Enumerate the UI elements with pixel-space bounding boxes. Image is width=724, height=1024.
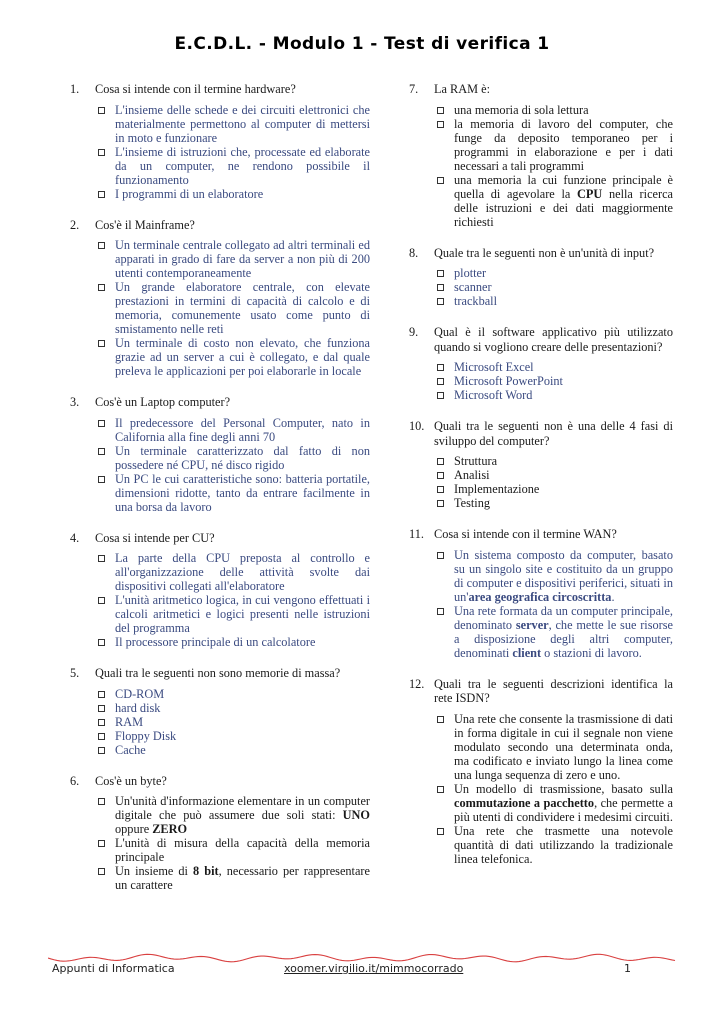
option-text: una memoria di sola lettura bbox=[454, 102, 589, 117]
answer-option bbox=[437, 103, 673, 117]
answer-option bbox=[437, 294, 673, 308]
answer-option bbox=[98, 551, 370, 593]
checkbox-icon[interactable] bbox=[98, 597, 105, 604]
question-block bbox=[70, 395, 370, 514]
checkbox-icon[interactable] bbox=[98, 340, 105, 347]
option-text: o stazioni di lavoro. bbox=[541, 645, 642, 660]
answer-option bbox=[98, 238, 370, 280]
option-text: L'insieme delle schede e dei circuiti elettronici che materialmente permettono al computer di mettersi in moto e funzionare bbox=[115, 102, 370, 145]
question-number: 8. bbox=[409, 245, 419, 260]
question-block bbox=[409, 527, 673, 660]
answer-option bbox=[98, 103, 370, 145]
question-number: 11. bbox=[409, 527, 424, 541]
option-text: Il processore principale di un calcolatore bbox=[115, 635, 316, 649]
option-text: L'unità aritmetico logica, in cui vengono effettuati i calcoli aritmetici e logici presenti nelle istruzioni del programma bbox=[115, 593, 370, 635]
question-number: 1. bbox=[70, 82, 80, 96]
checkbox-icon[interactable] bbox=[437, 716, 444, 723]
answer-options bbox=[409, 454, 673, 510]
option-text: Un terminale caratterizzato dal fatto di non possedere né CPU, né disco rigido bbox=[115, 443, 370, 472]
answer-option bbox=[98, 743, 370, 757]
checkbox-icon[interactable] bbox=[437, 107, 444, 114]
answer-option bbox=[437, 266, 673, 280]
option-text: Un modello di trasmissione, basato sulla bbox=[454, 781, 673, 796]
question-block bbox=[70, 218, 370, 379]
option-text: , necessario per rappresentare un carattere bbox=[115, 864, 370, 892]
question-block bbox=[409, 246, 673, 309]
checkbox-icon[interactable] bbox=[98, 798, 105, 805]
answer-option bbox=[98, 687, 370, 701]
question-text: Cos'è un Laptop computer? bbox=[95, 395, 231, 409]
answer-option bbox=[98, 635, 370, 649]
question-text: Quali tra le seguenti descrizioni identifica la rete ISDN? bbox=[434, 676, 673, 705]
bold-text: client bbox=[512, 645, 542, 660]
checkbox-icon[interactable] bbox=[437, 121, 444, 128]
checkbox-icon[interactable] bbox=[437, 392, 444, 399]
checkbox-icon[interactable] bbox=[437, 552, 444, 559]
answer-options bbox=[409, 266, 673, 308]
answer-option bbox=[437, 468, 673, 482]
bold-text: area geografica circoscritta bbox=[468, 589, 612, 604]
checkbox-icon[interactable] bbox=[98, 733, 105, 740]
question-text: La RAM è: bbox=[434, 82, 491, 96]
option-text: trackball bbox=[454, 294, 498, 308]
question-number: 2. bbox=[70, 217, 80, 232]
question-text: Cos'è il Mainframe? bbox=[95, 217, 195, 232]
option-text: Una rete che consente la trasmissione di dati in forma digitale in cui il segnale non viene modulato secondo una determinata onda, ma codificato e inviato lungo la linea come una lunga sequenza di zero e uno. bbox=[454, 711, 673, 782]
option-text: Struttura bbox=[454, 454, 498, 468]
option-text: Un'unità d'informazione elementare in un computer digitale che può assumere due soli stati: bbox=[115, 794, 370, 822]
option-text: Cache bbox=[115, 742, 146, 757]
option-text: una memoria la cui funzione principale è quella di agevolare la bbox=[454, 172, 673, 201]
question-block bbox=[70, 82, 370, 201]
option-text: Una rete formata da un computer principale, denominato bbox=[454, 603, 673, 632]
question-block bbox=[70, 774, 370, 893]
question-text: Quali tra le seguenti non sono memorie di massa? bbox=[95, 666, 341, 680]
answer-option bbox=[98, 836, 370, 864]
answer-option bbox=[437, 374, 673, 388]
option-text: Microsoft PowerPoint bbox=[454, 374, 563, 388]
checkbox-icon[interactable] bbox=[98, 191, 105, 198]
checkbox-icon[interactable] bbox=[437, 472, 444, 479]
bold-text: ZERO bbox=[152, 822, 188, 836]
option-text: plotter bbox=[454, 266, 487, 280]
bold-text: CPU bbox=[577, 186, 603, 201]
option-text: Un grande elaboratore centrale, con elevate prestazioni in termini di capacità di calcolo e di memoria, comunemente usato come punto di smistamento nelle reti bbox=[115, 280, 370, 336]
answer-options bbox=[409, 712, 673, 866]
question-text: Cosa si intende per CU? bbox=[95, 530, 215, 545]
answer-options bbox=[70, 238, 370, 378]
question-header bbox=[409, 419, 673, 448]
question-number: 5. bbox=[70, 666, 80, 680]
checkbox-icon[interactable] bbox=[98, 719, 105, 726]
checkbox-icon[interactable] bbox=[98, 284, 105, 291]
answer-option bbox=[98, 729, 370, 743]
checkbox-icon[interactable] bbox=[98, 448, 105, 455]
checkbox-icon[interactable] bbox=[437, 270, 444, 277]
answer-option bbox=[437, 280, 673, 294]
answer-option bbox=[437, 548, 673, 604]
answer-options bbox=[70, 416, 370, 514]
checkbox-icon[interactable] bbox=[437, 500, 444, 507]
option-text: scanner bbox=[454, 280, 492, 294]
checkbox-icon[interactable] bbox=[98, 639, 105, 646]
left-column bbox=[70, 82, 370, 909]
option-text: la memoria di lavoro del computer, che funge da deposito temporaneo per i programmi in elaborazione e per i dati necessari a tali programmi bbox=[454, 116, 673, 173]
option-text: Floppy Disk bbox=[115, 728, 177, 743]
question-text: Cos'è un byte? bbox=[95, 773, 167, 788]
checkbox-icon[interactable] bbox=[98, 476, 105, 483]
option-text: CD-ROM bbox=[115, 686, 165, 701]
option-text: Microsoft Excel bbox=[454, 360, 534, 374]
option-text: Una rete che trasmette una notevole quantità di dati utilizzando la tradizionale linea telefonica. bbox=[454, 823, 673, 866]
question-block bbox=[70, 666, 370, 757]
question-header bbox=[70, 774, 370, 789]
question-header bbox=[70, 82, 370, 97]
answer-option bbox=[98, 416, 370, 444]
answer-option bbox=[437, 388, 673, 402]
option-text: L'insieme di istruzioni che, processate ed elaborate da un computer, ne rendono possibile il funzionamento bbox=[115, 144, 370, 187]
answer-option bbox=[437, 173, 673, 229]
answer-option bbox=[98, 472, 370, 514]
answer-option bbox=[98, 187, 370, 201]
option-text: oppure bbox=[115, 822, 153, 836]
checkbox-icon[interactable] bbox=[437, 284, 444, 291]
answer-option bbox=[98, 145, 370, 187]
checkbox-icon[interactable] bbox=[437, 828, 444, 835]
option-text: , che mette le sue risorse a disposizione degli altri computer, denominati bbox=[454, 617, 674, 660]
checkbox-icon[interactable] bbox=[98, 747, 105, 754]
answer-option bbox=[98, 593, 370, 635]
question-block bbox=[409, 325, 673, 402]
question-number: 3. bbox=[70, 395, 80, 409]
question-number: 4. bbox=[70, 530, 80, 545]
checkbox-icon[interactable] bbox=[437, 298, 444, 305]
answer-options bbox=[409, 548, 673, 660]
checkbox-icon[interactable] bbox=[437, 378, 444, 385]
answer-options bbox=[70, 551, 370, 649]
question-number: 7. bbox=[409, 82, 419, 96]
answer-option bbox=[437, 782, 673, 824]
question-text: Qual è il software applicativo più utilizzato quando si vogliono creare delle presentazioni? bbox=[434, 325, 673, 354]
option-text: , che permette a più utenti di condividere i medesimi circuiti. bbox=[454, 795, 673, 824]
checkbox-icon[interactable] bbox=[98, 691, 105, 698]
option-text: I programmi di un elaboratore bbox=[115, 186, 264, 201]
question-header bbox=[409, 82, 673, 97]
question-header bbox=[409, 677, 673, 706]
answer-option bbox=[98, 794, 370, 836]
answer-options bbox=[70, 794, 370, 892]
checkbox-icon[interactable] bbox=[437, 486, 444, 493]
question-header bbox=[70, 666, 370, 681]
option-text: La parte della CPU preposta al controllo e all'organizzazione delle attività svolte dai dispositivi collegati all'elaboratore bbox=[115, 551, 370, 593]
checkbox-icon[interactable] bbox=[98, 107, 105, 114]
option-text: Un PC le cui caratteristiche sono: batteria portatile, dimensioni ridotte, tanto da entrare facilmente in una borsa da lavoro bbox=[115, 471, 370, 514]
question-block bbox=[409, 419, 673, 510]
footer-link[interactable]: xoomer.virgilio.it/mimmocorrado bbox=[284, 962, 464, 975]
answer-option bbox=[437, 712, 673, 782]
answer-option bbox=[437, 824, 673, 866]
option-text: RAM bbox=[115, 714, 144, 729]
option-text: Un terminale di costo non elevato, che funziona grazie ad un server a cui è collegato, e dal quale preleva le applicazioni per poi elaborarle in locale bbox=[115, 336, 370, 378]
option-text: nella ricerca delle istruzioni e dei dati maggiormente richiesti bbox=[454, 186, 673, 229]
bold-text: commutazione a pacchetto bbox=[454, 795, 595, 810]
answer-options bbox=[70, 103, 370, 201]
question-text: Cosa si intende con il termine WAN? bbox=[434, 527, 617, 541]
question-number: 9. bbox=[409, 325, 419, 339]
checkbox-icon[interactable] bbox=[437, 458, 444, 465]
answer-option bbox=[437, 454, 673, 468]
answer-option bbox=[98, 701, 370, 715]
question-header bbox=[70, 395, 370, 410]
question-text: Quale tra le seguenti non è un'unità di input? bbox=[434, 245, 655, 260]
answer-option bbox=[98, 444, 370, 472]
option-text: Implementazione bbox=[454, 482, 540, 496]
answer-option bbox=[98, 864, 370, 892]
checkbox-icon[interactable] bbox=[98, 420, 105, 427]
footer-title: Appunti di Informatica bbox=[52, 962, 175, 975]
checkbox-icon[interactable] bbox=[98, 840, 105, 847]
page-footer bbox=[52, 962, 632, 978]
option-text: Testing bbox=[454, 496, 491, 510]
option-text: . bbox=[611, 589, 615, 604]
bold-text: UNO bbox=[342, 808, 370, 822]
option-text: Il predecessore del Personal Computer, nato in California alla fine degli anni 70 bbox=[115, 415, 370, 444]
answer-option bbox=[98, 715, 370, 729]
checkbox-icon[interactable] bbox=[437, 364, 444, 371]
checkbox-icon[interactable] bbox=[437, 177, 444, 184]
answer-options bbox=[70, 687, 370, 757]
answer-option bbox=[437, 482, 673, 496]
question-block bbox=[409, 677, 673, 866]
option-text: hard disk bbox=[115, 700, 161, 715]
answer-option bbox=[437, 604, 673, 660]
answer-option bbox=[437, 117, 673, 173]
question-number: 12. bbox=[409, 676, 425, 691]
question-header bbox=[70, 531, 370, 546]
question-header bbox=[409, 527, 673, 542]
question-number: 6. bbox=[70, 773, 80, 788]
question-text: Cosa si intende con il termine hardware? bbox=[95, 82, 296, 96]
answer-option bbox=[98, 280, 370, 336]
question-text: Quali tra le seguenti non è una delle 4 fasi di sviluppo del computer? bbox=[434, 419, 673, 448]
checkbox-icon[interactable] bbox=[437, 608, 444, 615]
answer-option bbox=[98, 336, 370, 378]
bold-text: 8 bit bbox=[193, 864, 219, 878]
answer-option bbox=[437, 496, 673, 510]
question-header bbox=[409, 246, 673, 261]
checkbox-icon[interactable] bbox=[98, 555, 105, 562]
answer-options bbox=[409, 103, 673, 229]
checkbox-icon[interactable] bbox=[98, 868, 105, 875]
option-text: Analisi bbox=[454, 468, 490, 482]
checkbox-icon[interactable] bbox=[98, 149, 105, 156]
question-block bbox=[409, 82, 673, 229]
answer-options bbox=[409, 360, 673, 402]
checkbox-icon[interactable] bbox=[98, 242, 105, 249]
option-text: Un insieme di bbox=[115, 864, 194, 878]
right-column bbox=[409, 82, 673, 883]
page-title: E.C.D.L. - Modulo 1 - Test di verifica 1 bbox=[174, 34, 550, 54]
checkbox-icon[interactable] bbox=[437, 786, 444, 793]
question-block bbox=[70, 531, 370, 650]
option-text: Microsoft Word bbox=[454, 388, 533, 402]
question-header bbox=[409, 325, 673, 354]
question-header bbox=[70, 218, 370, 233]
option-text: L'unità di misura della capacità della memoria principale bbox=[115, 836, 370, 864]
answer-option bbox=[437, 360, 673, 374]
question-number: 10. bbox=[409, 419, 425, 433]
checkbox-icon[interactable] bbox=[98, 705, 105, 712]
page-number: 1 bbox=[624, 962, 631, 975]
option-text: Un sistema composto da computer, basato su un singolo site e costituito da un gruppo di computer e dispositivi periferici, situati in un' bbox=[454, 547, 673, 604]
bold-text: server bbox=[515, 617, 549, 632]
option-text: Un terminale centrale collegato ad altri terminali ed apparati in grado di fare da server a non più di 200 utenti contemporaneamente bbox=[115, 238, 370, 280]
